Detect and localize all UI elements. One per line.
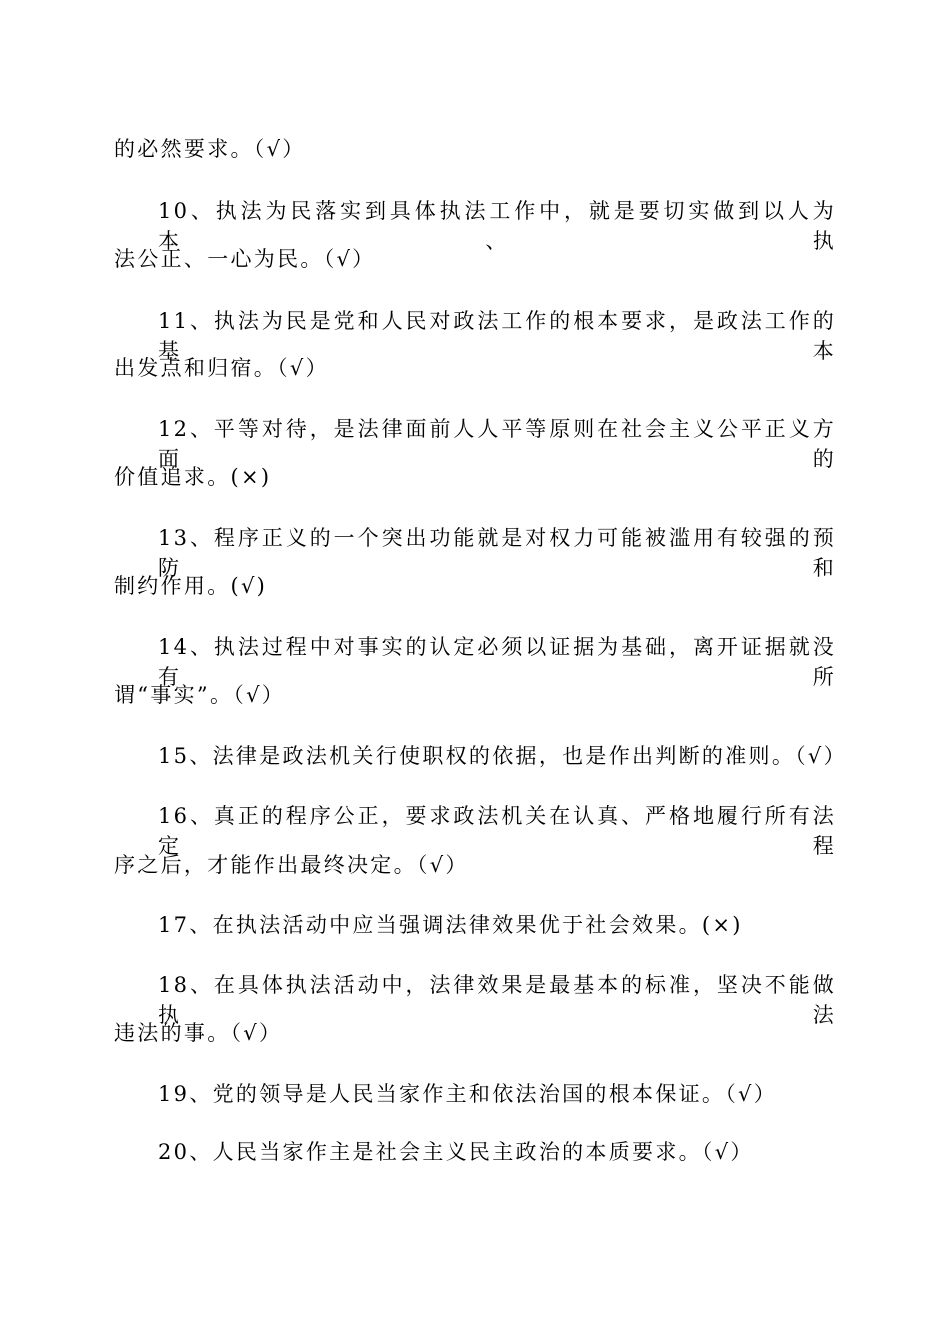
text-line: 12、平等对待，是法律面前人人平等原则在社会主义公平正义方面的 — [158, 417, 836, 471]
text-line: 16、真正的程序公正，要求政法机关在认真、严格地履行所有法定程 — [158, 804, 836, 858]
text-line: 20、人民当家作主是社会主义民主政治的本质要求。（√） — [158, 1140, 754, 1164]
text-line: 违法的事。（√） — [114, 1021, 283, 1045]
text-line: 法公正、一心为民。（√） — [114, 247, 376, 271]
text-line: 谓“事实”。（√） — [114, 683, 286, 707]
text-line: 10、执法为民落实到具体执法工作中，就是要切实做到以人为本、执 — [158, 199, 836, 253]
text-line: 17、在执法活动中应当强调法律效果优于社会效果。(×) — [158, 913, 743, 937]
text-line: 19、党的领导是人民当家作主和依法治国的根本保证。（√） — [158, 1082, 778, 1106]
text-line: 18、在具体执法活动中，法律效果是最基本的标准，坚决不能做执法 — [158, 973, 836, 1027]
text-line: 序之后，才能作出最终决定。（√） — [114, 853, 469, 877]
text-line: 13、程序正义的一个突出功能就是对权力可能被滥用有较强的预防和 — [158, 526, 836, 580]
text-line: 出发点和归宿。（√） — [114, 356, 329, 380]
text-line: 制约作用。(√) — [114, 574, 268, 598]
text-line: 11、执法为民是党和人民对政法工作的根本要求，是政法工作的基本 — [158, 309, 836, 363]
text-line: 15、法律是政法机关行使职权的依据，也是作出判断的准则。（√） — [158, 744, 847, 768]
text-line: 14、执法过程中对事实的认定必须以证据为基础，离开证据就没有所 — [158, 635, 836, 689]
text-line: 的必然要求。（√） — [114, 137, 306, 161]
text-line: 价值追求。(×) — [114, 465, 272, 489]
